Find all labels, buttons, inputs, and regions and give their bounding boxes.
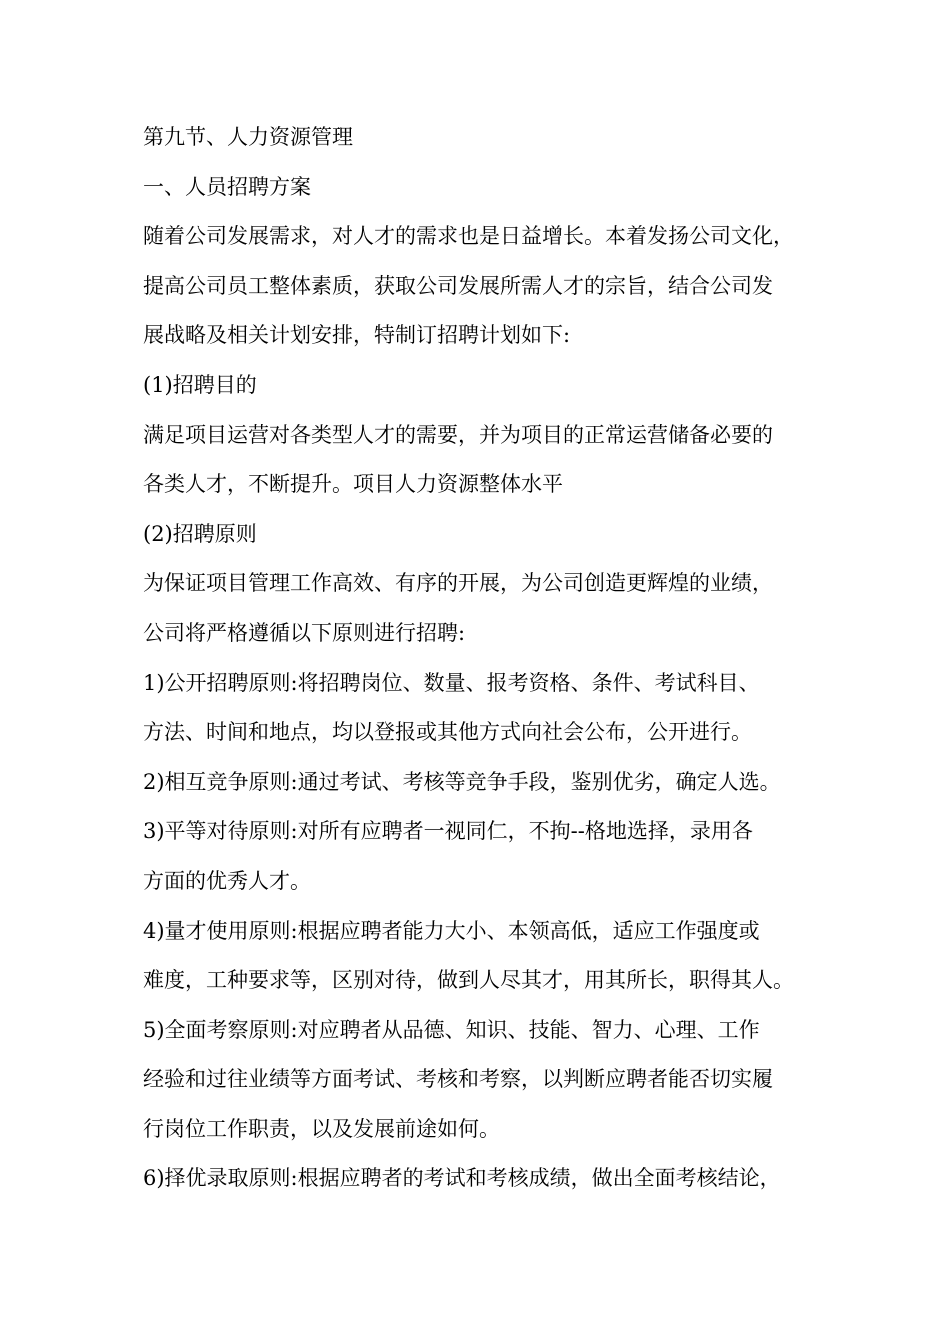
principle-line: 5)全面考察原则:对应聘者从品德、知识、技能、智力、心理、工作 (143, 1017, 760, 1042)
item-heading: (1)招聘目的 (143, 372, 257, 397)
paragraph-line: 满足项目运营对各类型人才的需要，并为项目的正常运营储备必要的 (143, 422, 773, 447)
principle-line: 1)公开招聘原则:将招聘岗位、数量、报考资格、条件、考试科目、 (143, 670, 760, 695)
paragraph-line: 随着公司发展需求，对人才的需求也是日益增长。本着发扬公司文化， (143, 224, 794, 249)
principle-line: 4)量才使用原则:根据应聘者能力大小、本领高低，适应工作强度或 (143, 918, 760, 943)
document-body (143, 113, 813, 1204)
principle-line: 方法、时间和地点，均以登报或其他方式向社会公布，公开进行。 (143, 720, 752, 745)
paragraph-line: 各类人才，不断提升。项目人力资源整体水平 (143, 472, 563, 497)
paragraph-line: 公司将严格遵循以下原则进行招聘: (143, 620, 466, 645)
principle-line: 行岗位工作职责，以及发展前途如何。 (143, 1116, 500, 1141)
principle-line: 方面的优秀人才。 (143, 868, 311, 893)
paragraph-line: 提高公司员工整体素质，获取公司发展所需人才的宗旨，结合公司发 (143, 273, 773, 298)
paragraph-line: 展战略及相关计划安排，特制订招聘计划如下: (143, 323, 571, 348)
section-heading: 第九节、人力资源管理 (143, 125, 353, 149)
principle-line: 3)平等对待原则:对所有应聘者一视同仁，不拘--格地选择，录用各 (143, 819, 753, 844)
subsection-heading: 一、人员招聘方案 (143, 174, 311, 199)
paragraph-line: 为保证项目管理工作高效、有序的开展，为公司创造更辉煌的业绩， (143, 571, 773, 596)
principle-line: 6)择优录取原则:根据应聘者的考试和考核成绩，做出全面考核结论， (143, 1166, 781, 1191)
principle-line: 难度，工种要求等，区别对待，做到人尽其才，用其所长，职得其人。 (143, 968, 794, 993)
principle-line: 经验和过往业绩等方面考试、考核和考察，以判断应聘者能否切实履 (143, 1067, 773, 1092)
principle-line: 2)相互竞争原则:通过考试、考核等竞争手段，鉴别优劣，确定人选。 (143, 769, 781, 794)
item-heading: (2)招聘原则 (143, 521, 257, 546)
